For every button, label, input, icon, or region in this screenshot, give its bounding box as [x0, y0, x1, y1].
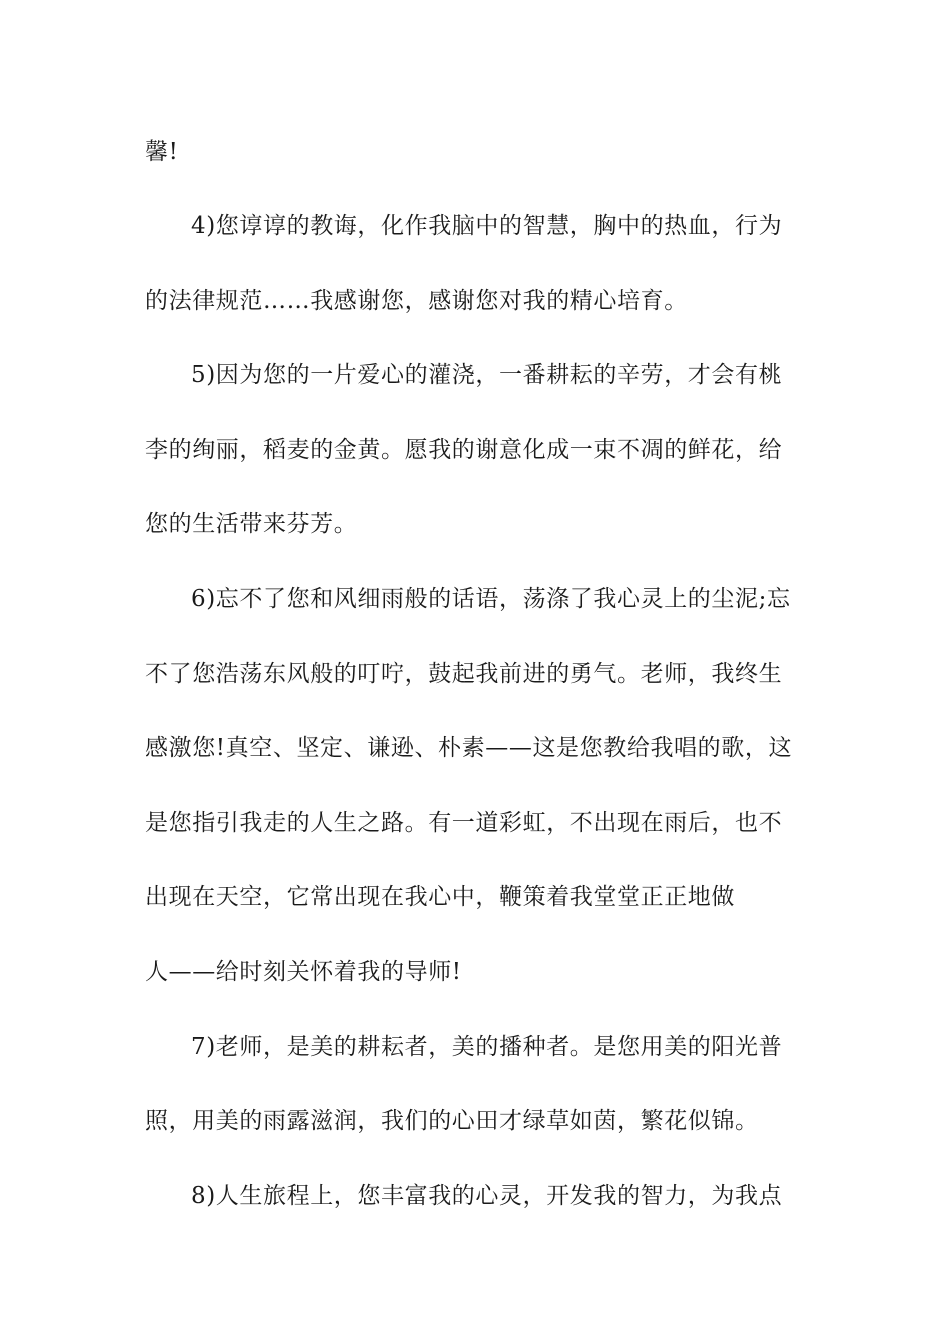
paragraph-6-line-6: 人——给时刻关怀着我的导师! [145, 959, 462, 985]
paragraph-8-line-1: 8)人生旅程上，您丰富我的心灵，开发我的智力，为我点 [191, 1183, 783, 1209]
paragraph-5-line-1: 5)因为您的一片爱心的灌浇，一番耕耘的辛劳，才会有桃 [191, 362, 783, 388]
text-line: 馨! [145, 139, 179, 165]
paragraph-4-line-1: 4)您谆谆的教诲，化作我脑中的智慧，胸中的热血，行为 [191, 213, 783, 239]
paragraph-7-line-2: 照，用美的雨露滋润，我们的心田才绿草如茵，繁花似锦。 [145, 1108, 759, 1134]
paragraph-6-line-2: 不了您浩荡东风般的叮咛，鼓起我前进的勇气。老师，我终生 [145, 661, 783, 687]
paragraph-7-line-1: 7)老师，是美的耕耘者，美的播种者。是您用美的阳光普 [191, 1034, 783, 1060]
paragraph-6-line-3: 感激您!真空、坚定、谦逊、朴素——这是您教给我唱的歌，这 [145, 735, 793, 761]
paragraph-6-line-4: 是您指引我走的人生之路。有一道彩虹，不出现在雨后，也不 [145, 810, 783, 836]
paragraph-4-line-2: 的法律规范……我感谢您，感谢您对我的精心培育。 [145, 288, 688, 314]
paragraph-5-line-2: 李的绚丽，稻麦的金黄。愿我的谢意化成一束不凋的鲜花，给 [145, 437, 783, 463]
paragraph-6-line-1: 6)忘不了您和风细雨般的话语，荡涤了我心灵上的尘泥;忘 [191, 586, 791, 612]
paragraph-5-line-3: 您的生活带来芬芳。 [145, 511, 358, 537]
paragraph-6-line-5: 出现在天空，它常出现在我心中，鞭策着我堂堂正正地做 [145, 884, 735, 910]
